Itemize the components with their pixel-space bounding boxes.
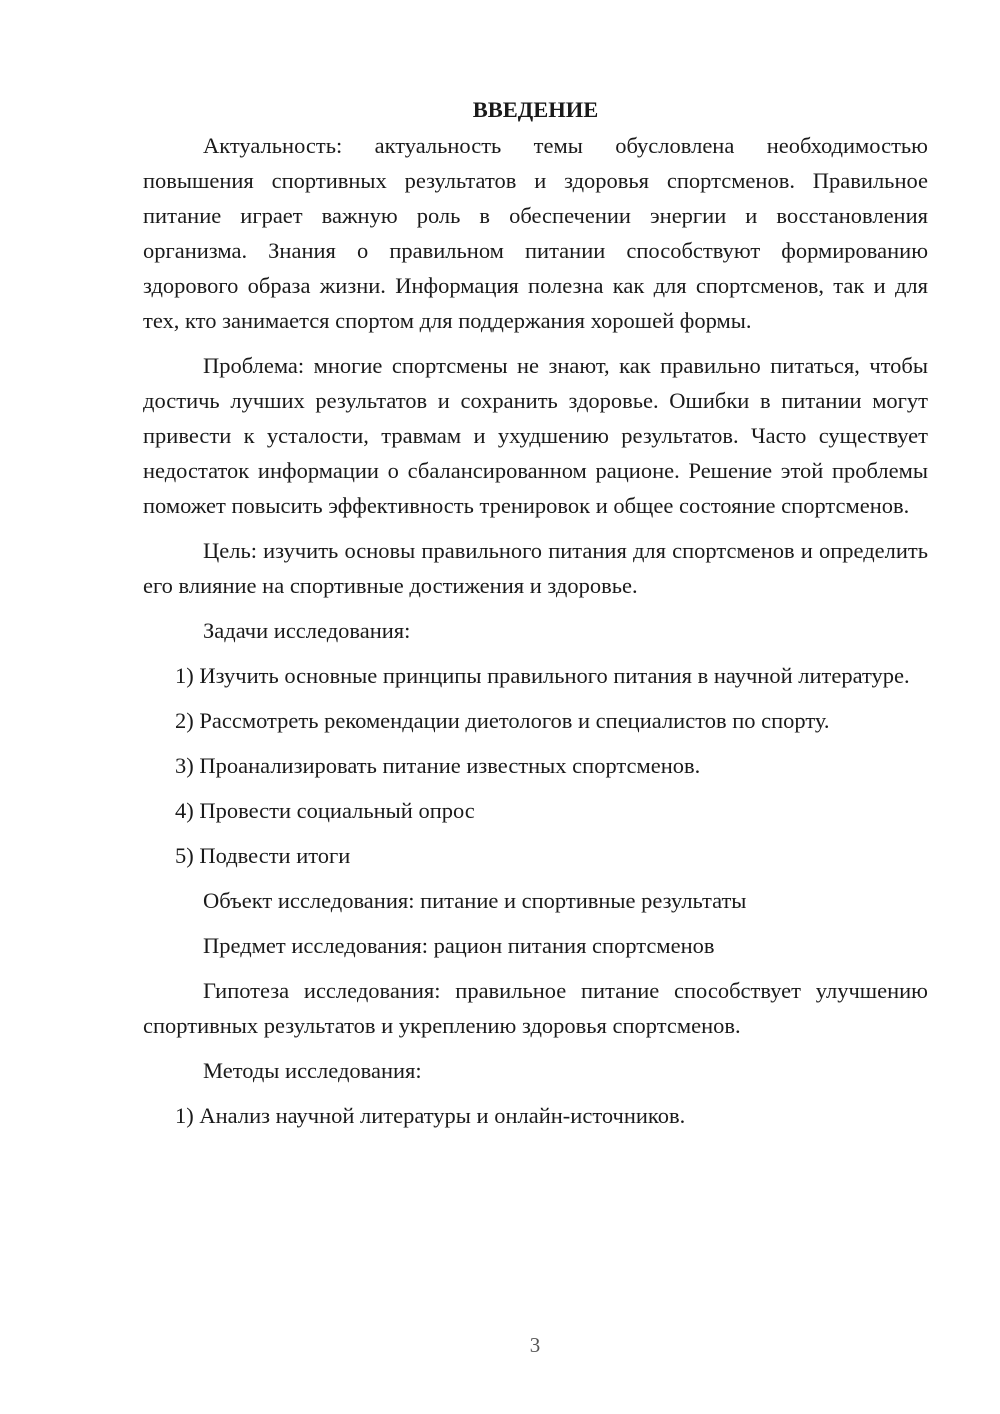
task-item: 3) Проанализировать питание известных спортсменов. bbox=[175, 753, 701, 778]
task-item: 5) Подвести итоги bbox=[175, 843, 351, 868]
object-line: Объект исследования: питание и спортивные результаты bbox=[203, 888, 747, 913]
methods-heading: Методы исследования: bbox=[203, 1058, 422, 1083]
page-number: 3 bbox=[529, 1333, 541, 1357]
tasks-heading: Задачи исследования: bbox=[203, 618, 411, 643]
task-item: 1) Изучить основные принципы правильного питания в научной литературе. bbox=[175, 663, 910, 688]
task-item: 2) Рассмотреть рекомендации диетологов и специалистов по спорту. bbox=[175, 708, 830, 733]
task-item: 4) Провести социальный опрос bbox=[175, 798, 475, 823]
section-heading: ВВЕДЕНИЕ bbox=[472, 97, 599, 122]
method-item: 1) Анализ научной литературы и онлайн-источников. bbox=[175, 1103, 686, 1128]
hypothesis-paragraph: Гипотеза исследования: правильное питание способствует улучшению спортивных результатов и укреплению здоровья спортсменов. bbox=[143, 978, 928, 1038]
relevance-paragraph: Актуальность: актуальность темы обусловлена необходимостью повышения спортивных результатов и здоровья спортсменов. Правильное питание играет важную роль в обеспечении энергии и восстановления организма. Знания о правильном питании способствуют формированию здорового образа жизни. Информация полезна как для спортсменов, так и для тех, кто занимается спортом для поддержания хорошей формы. bbox=[143, 133, 928, 333]
problem-paragraph: Проблема: многие спортсмены не знают, как правильно питаться, чтобы достичь лучших результатов и сохранить здоровье. Ошибки в питании могут привести к усталости, травмам и ухудшению результатов. Часто существует недостаток информации о сбалансированном рационе. Решение этой проблемы поможет повысить эффективность тренировок и общее состояние спортсменов. bbox=[143, 353, 928, 518]
document-page bbox=[143, 92, 928, 1143]
subject-line: Предмет исследования: рацион питания спортсменов bbox=[203, 933, 715, 958]
goal-paragraph: Цель: изучить основы правильного питания для спортсменов и определить его влияние на спортивные достижения и здоровье. bbox=[143, 538, 928, 598]
